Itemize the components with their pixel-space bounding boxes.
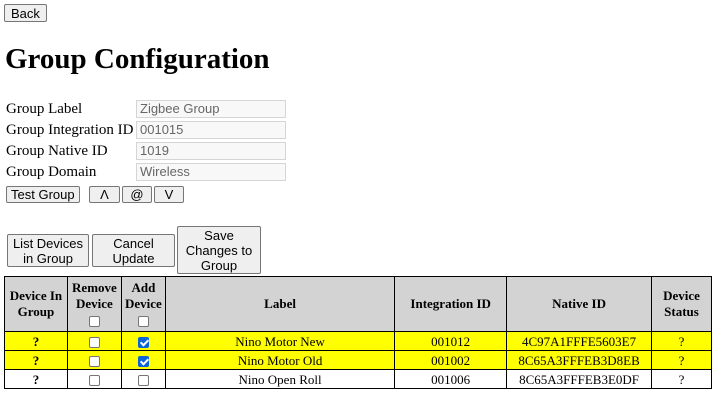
native-id-cell: 8C65A3FFFEB3E0DF [507, 370, 652, 389]
page-title: Group Configuration [5, 43, 270, 75]
add-device-cell [121, 351, 165, 370]
group-integration-id-field[interactable]: 001015 [136, 121, 286, 139]
group-native-id-label: Group Native ID [6, 143, 108, 159]
add-device-cell [121, 370, 165, 389]
group-domain-field[interactable]: Wireless [136, 163, 286, 181]
add-device-cell [121, 332, 165, 351]
back-button[interactable]: Back [4, 4, 47, 22]
move-down-button[interactable]: V [154, 186, 184, 203]
cancel-update-button[interactable]: Cancel Update [92, 234, 175, 267]
group-domain-label: Group Domain [6, 164, 97, 180]
test-group-button[interactable]: Test Group [6, 186, 80, 203]
integration-id-cell: 001006 [395, 370, 507, 389]
header-device-status: Device Status [652, 277, 712, 332]
list-devices-button[interactable]: List Devices in Group [7, 234, 89, 267]
device-label-cell: Nino Motor New [165, 332, 394, 351]
device-status-cell: ? [652, 370, 712, 389]
table-row [5, 332, 712, 351]
devices-table [4, 276, 712, 389]
header-remove-device [67, 277, 121, 332]
group-native-id-field[interactable]: 1019 [136, 142, 286, 160]
header-device-in-group: Device In Group [5, 277, 68, 332]
device-status-cell: ? [652, 332, 712, 351]
at-button[interactable]: @ [122, 186, 152, 203]
device-label-cell: Nino Open Roll [165, 370, 394, 389]
device-label-cell: Nino Motor Old [165, 351, 394, 370]
add-all-checkbox[interactable] [138, 316, 149, 327]
group-label-label: Group Label [6, 101, 83, 117]
device-status-cell: ? [652, 351, 712, 370]
remove-device-checkbox[interactable] [89, 375, 100, 386]
integration-id-cell: 001002 [395, 351, 507, 370]
device-in-group-cell: ? [5, 351, 68, 370]
remove-device-checkbox[interactable] [89, 356, 100, 367]
header-remove-device-label: Remove Device [72, 280, 117, 311]
integration-id-cell: 001012 [395, 332, 507, 351]
group-label-field[interactable]: Zigbee Group [136, 100, 286, 118]
header-add-device [121, 277, 165, 332]
remove-device-checkbox[interactable] [89, 337, 100, 348]
device-in-group-cell: ? [5, 370, 68, 389]
add-device-checkbox[interactable] [138, 337, 149, 348]
device-in-group-cell: ? [5, 332, 68, 351]
native-id-cell: 4C97A1FFFE5603E7 [507, 332, 652, 351]
header-native-id: Native ID [507, 277, 652, 332]
table-header-row [5, 277, 712, 332]
header-label: Label [165, 277, 394, 332]
header-add-device-label: Add Device [124, 280, 162, 311]
group-integration-id-label: Group Integration ID [6, 122, 134, 138]
table-row [5, 351, 712, 370]
native-id-cell: 8C65A3FFFEB3D8EB [507, 351, 652, 370]
add-device-checkbox[interactable] [138, 356, 149, 367]
remove-device-cell [67, 332, 121, 351]
save-changes-button[interactable]: Save Changes to Group [177, 226, 261, 274]
add-device-checkbox[interactable] [138, 375, 149, 386]
header-integration-id: Integration ID [395, 277, 507, 332]
table-row [5, 370, 712, 389]
move-up-button[interactable]: Λ [89, 186, 120, 203]
remove-all-checkbox[interactable] [89, 316, 100, 327]
remove-device-cell [67, 351, 121, 370]
remove-device-cell [67, 370, 121, 389]
